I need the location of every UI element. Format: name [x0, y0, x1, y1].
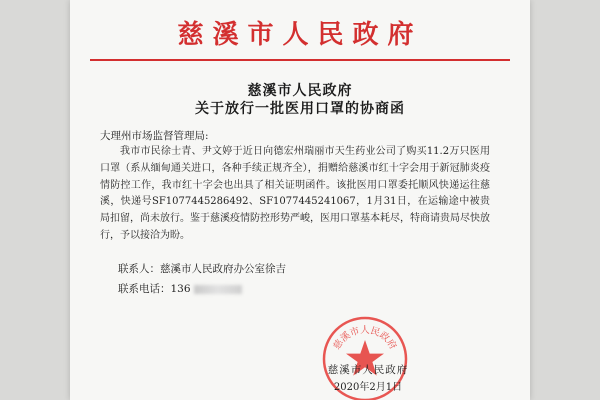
seal-text-path: 慈溪市人民政府: [331, 325, 399, 352]
letter-body: [100, 144, 490, 245]
document-title-issuer: 慈溪市人民政府: [247, 83, 353, 99]
letterhead-title: 慈溪市人民政府: [177, 20, 423, 50]
redacted-phone-blur: [194, 285, 242, 294]
letterhead-divider: [90, 59, 510, 61]
letter-page: [70, 0, 530, 400]
contact-person: 慈溪市人民政府办公室徐吉: [160, 263, 286, 275]
document-title-subject: 关于放行一批医用口罩的协商函: [195, 101, 405, 117]
contact-phone-label: 联系电话：: [118, 283, 171, 295]
contact-phone: 136: [170, 283, 191, 295]
contact-person-label: 联系人：: [118, 263, 160, 275]
contact-phone-line: [118, 281, 242, 296]
salutation: 大理州市场监督管理局:: [100, 130, 209, 142]
contact-person-line: [118, 261, 286, 276]
signature-date: 2020年2月1日: [333, 382, 403, 393]
body-paragraph: 我市市民徐士青、尹文婷于近日向德宏州瑞丽市天生药业公司了购买11.2万只医用口罩（系从缅甸通关进口，各种手续正规齐全），捐赠给慈溪市红十字会用于新冠肺炎疫情防控工作，我市红十字会也出具了相关证明函件。该批医用口罩委托顺风快递运往慈溪，快递号SF1077445286492、SF1077445241067，1月31日，在运输途中被贵局扣留，尚未放行。鉴于慈溪疫情防控形势严峻，医用口罩基本耗尽，特商请贵局尽快放行，予以接洽为盼。: [100, 146, 490, 241]
signature-name: 慈溪市人民政府: [327, 364, 409, 376]
